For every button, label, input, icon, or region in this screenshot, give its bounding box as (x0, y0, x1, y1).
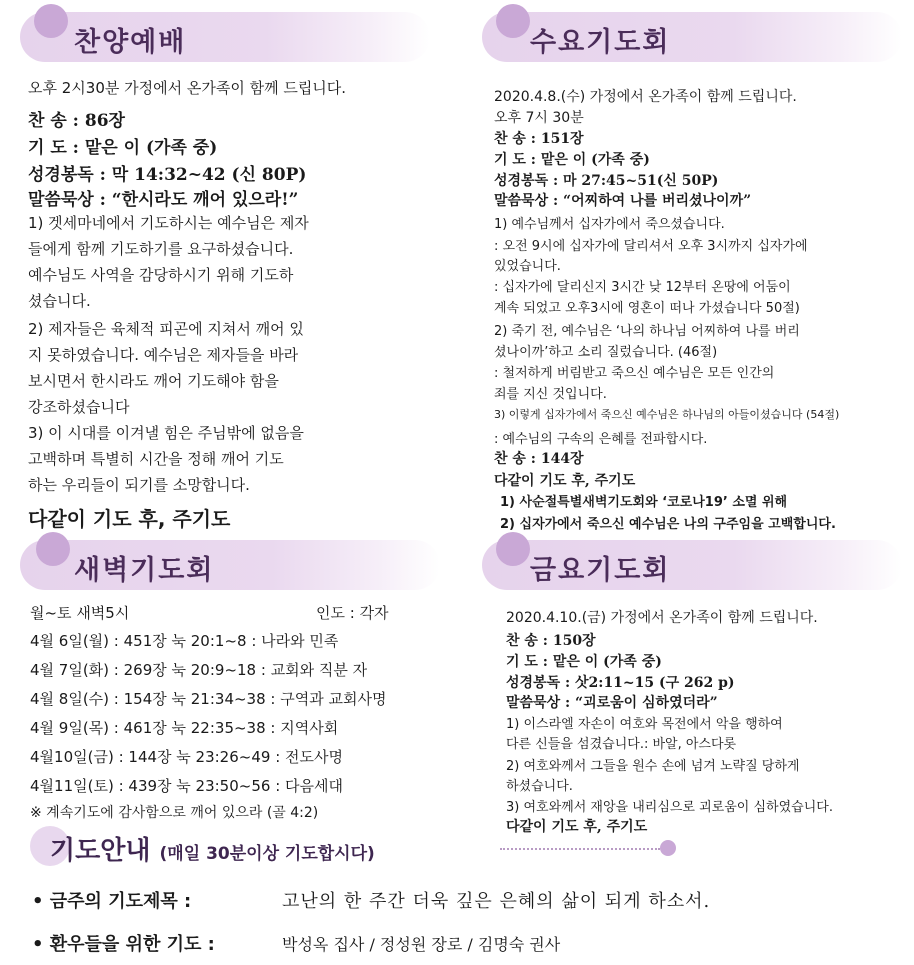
wednesday-hymn: 찬 송 : 151장 (494, 131, 584, 147)
dawn-row: 4월 7일(화) : 269장 눅 20:9~18 : 교회와 직분 자 (30, 661, 368, 679)
wednesday-reading: 성경봉독 : 마 27:45~51(신 50P) (494, 173, 719, 189)
sunday-line: 예수님도 사역을 감당하시기 위해 기도하 (28, 266, 294, 284)
sunday-line: 3) 이 시대를 이겨낼 힘은 주님밖에 없음을 (28, 424, 304, 442)
friday-prayer: 기 도 : 맡은 이 (가족 중) (506, 654, 662, 670)
dawn-row: 4월10일(금) : 144장 눅 23:26~49 : 전도사명 (30, 748, 343, 766)
dawn-header-pill (20, 540, 440, 590)
friday-title: 금요기도회 (530, 555, 671, 586)
decor-dot-icon (496, 4, 530, 38)
sunday-line: 보시면서 한시라도 깨어 기도해야 함을 (28, 372, 279, 390)
decor-dot-icon (34, 4, 68, 38)
sunday-line: 들에게 함께 기도하기를 요구하셨습니다. (28, 240, 294, 258)
prayer-guide-title (50, 830, 375, 867)
wednesday-line: : 예수님의 구속의 은혜를 전파합시다. (494, 432, 708, 447)
wednesday-line: 계속 되었고 오후3시에 영혼이 떠나 가셨습니다 50절) (494, 301, 800, 316)
sunday-header: 오후 2시30분 가정에서 온가족이 함께 드립니다. (28, 79, 347, 97)
friday-line: 1) 이스라엘 자손이 여호와 목전에서 악을 행하여 (506, 717, 783, 732)
prayer-item-label: • 환우들을 위한 기도 : (32, 934, 215, 955)
prayer-item-value: 박성옥 집사 / 정성원 장로 / 김명숙 권사 (282, 935, 561, 954)
prayer-item-label: • 금주의 기도제목 : (32, 891, 192, 912)
decor-dot-icon (496, 532, 530, 566)
sunday-line: 고백하며 특별히 시간을 정해 깨어 기도 (28, 450, 284, 468)
friday-line: 다른 신들을 섬겼습니다.: 바알, 아스다롯 (506, 737, 737, 752)
sunday-sermon: 말씀묵상 : “한시라도 깨어 있으라!” (28, 190, 299, 210)
wednesday-item: 2) 십자가에서 죽으신 예수님은 나의 구주임을 고백합니다. (500, 517, 836, 532)
decor-dot-icon (660, 840, 676, 856)
wednesday-hymn2: 찬 송 : 144장 (494, 451, 584, 467)
dawn-title: 새벽기도회 (74, 555, 215, 586)
friday-line: 2) 여호와께서 그들을 원수 손에 넘겨 노략질 당하게 (506, 759, 800, 774)
sunday-closing: 다같이 기도 후, 주기도 (28, 507, 231, 531)
wednesday-time: 오후 7시 30분 (494, 110, 584, 126)
dawn-header-left: 월~토 새벽5시 (30, 604, 130, 622)
dawn-row: 4월11일(토) : 439장 눅 23:50~56 : 다음세대 (30, 777, 343, 795)
wednesday-line: 셨나이까’하고 소리 질렀습니다. (46절) (494, 345, 718, 360)
wednesday-line: 1) 예수님께서 십자가에서 죽으셨습니다. (494, 217, 725, 232)
dawn-note: ※ 계속기도에 감사함으로 깨어 있으라 (골 4:2) (30, 805, 319, 821)
friday-closing: 다같이 기도 후, 주기도 (506, 819, 648, 835)
prayer-guide-heading: 기도안내 (50, 836, 151, 866)
sunday-line: 2) 제자들은 육체적 피곤에 지쳐서 깨어 있 (28, 320, 304, 338)
sunday-reading: 성경봉독 : 막 14:32~42 (신 80P) (28, 165, 307, 185)
prayer-guide-subtitle: (매일 30분이상 기도합시다) (159, 844, 375, 864)
wednesday-line: : 오전 9시에 십자가에 달리셔서 오후 3시까지 십자가에 (494, 239, 808, 254)
dawn-row: 4월 6일(월) : 451장 눅 20:1~8 : 나라와 민족 (30, 632, 339, 650)
decor-dot-icon (36, 532, 70, 566)
wednesday-item: 1) 사순절특별새벽기도회와 ‘코로나19’ 소멸 위해 (500, 495, 788, 510)
sunday-header-pill (20, 12, 430, 62)
friday-sermon: 말씀묵상 : “괴로움이 심하였더라” (506, 695, 718, 711)
wednesday-title: 수요기도회 (530, 27, 671, 58)
dawn-row: 4월 8일(수) : 154장 눅 21:34~38 : 구역과 교회사명 (30, 690, 387, 708)
dotted-divider (500, 848, 660, 850)
wednesday-sermon: 말씀묵상 : “어찌하여 나를 버리셨나이까” (494, 193, 752, 209)
friday-line: 하셨습니다. (506, 779, 573, 794)
friday-header: 2020.4.10.(금) 가정에서 온가족이 함께 드립니다. (506, 610, 818, 626)
friday-header-pill (482, 540, 902, 590)
friday-line: 3) 여호와께서 재앙을 내리심으로 괴로움이 심하였습니다. (506, 800, 833, 815)
sunday-prayer: 기 도 : 맡은 이 (가족 중) (28, 138, 218, 158)
sunday-line: 강조하셨습니다 (28, 398, 130, 416)
friday-reading: 성경봉독 : 삿2:11~15 (구 262 p) (506, 675, 735, 691)
sunday-line: 1) 겟세마네에서 기도하시는 예수님은 제자 (28, 214, 309, 232)
wednesday-line: 3) 이렇게 십자가에서 죽으신 예수님은 하나님의 아들이셨습니다 (54절) (494, 408, 840, 421)
prayer-item-value: 고난의 한 주간 더욱 깊은 은혜의 삶이 되게 하소서. (282, 891, 711, 912)
wednesday-line: 죄를 지신 것입니다. (494, 387, 607, 402)
wednesday-prayer: 기 도 : 맡은 이 (가족 중) (494, 152, 650, 168)
dawn-row: 4월 9일(목) : 461장 눅 22:35~38 : 지역사회 (30, 719, 339, 737)
friday-hymn: 찬 송 : 150장 (506, 633, 596, 649)
wednesday-header: 2020.4.8.(수) 가정에서 온가족이 함께 드립니다. (494, 89, 797, 105)
sunday-line: 하는 우리들이 되기를 소망합니다. (28, 476, 250, 494)
sunday-hymn: 찬 송 : 86장 (28, 111, 125, 131)
sunday-title: 찬양예배 (74, 27, 187, 58)
wednesday-line: : 철저하게 버림받고 죽으신 예수님은 모든 인간의 (494, 366, 775, 381)
sunday-line: 셨습니다. (28, 292, 91, 310)
wednesday-closing: 다같이 기도 후, 주기도 (494, 473, 636, 489)
sunday-line: 지 못하였습니다. 예수님은 제자들을 바라 (28, 346, 299, 364)
wednesday-line: 2) 죽기 전, 예수님은 ‘나의 하나님 어찌하여 나를 버리 (494, 324, 800, 339)
wednesday-line: 있었습니다. (494, 259, 561, 274)
wednesday-header-pill (482, 12, 902, 62)
dawn-header-right: 인도 : 각자 (316, 604, 389, 622)
wednesday-line: : 십자가에 달리신지 3시간 낮 12부터 온땅에 어둠이 (494, 280, 791, 295)
